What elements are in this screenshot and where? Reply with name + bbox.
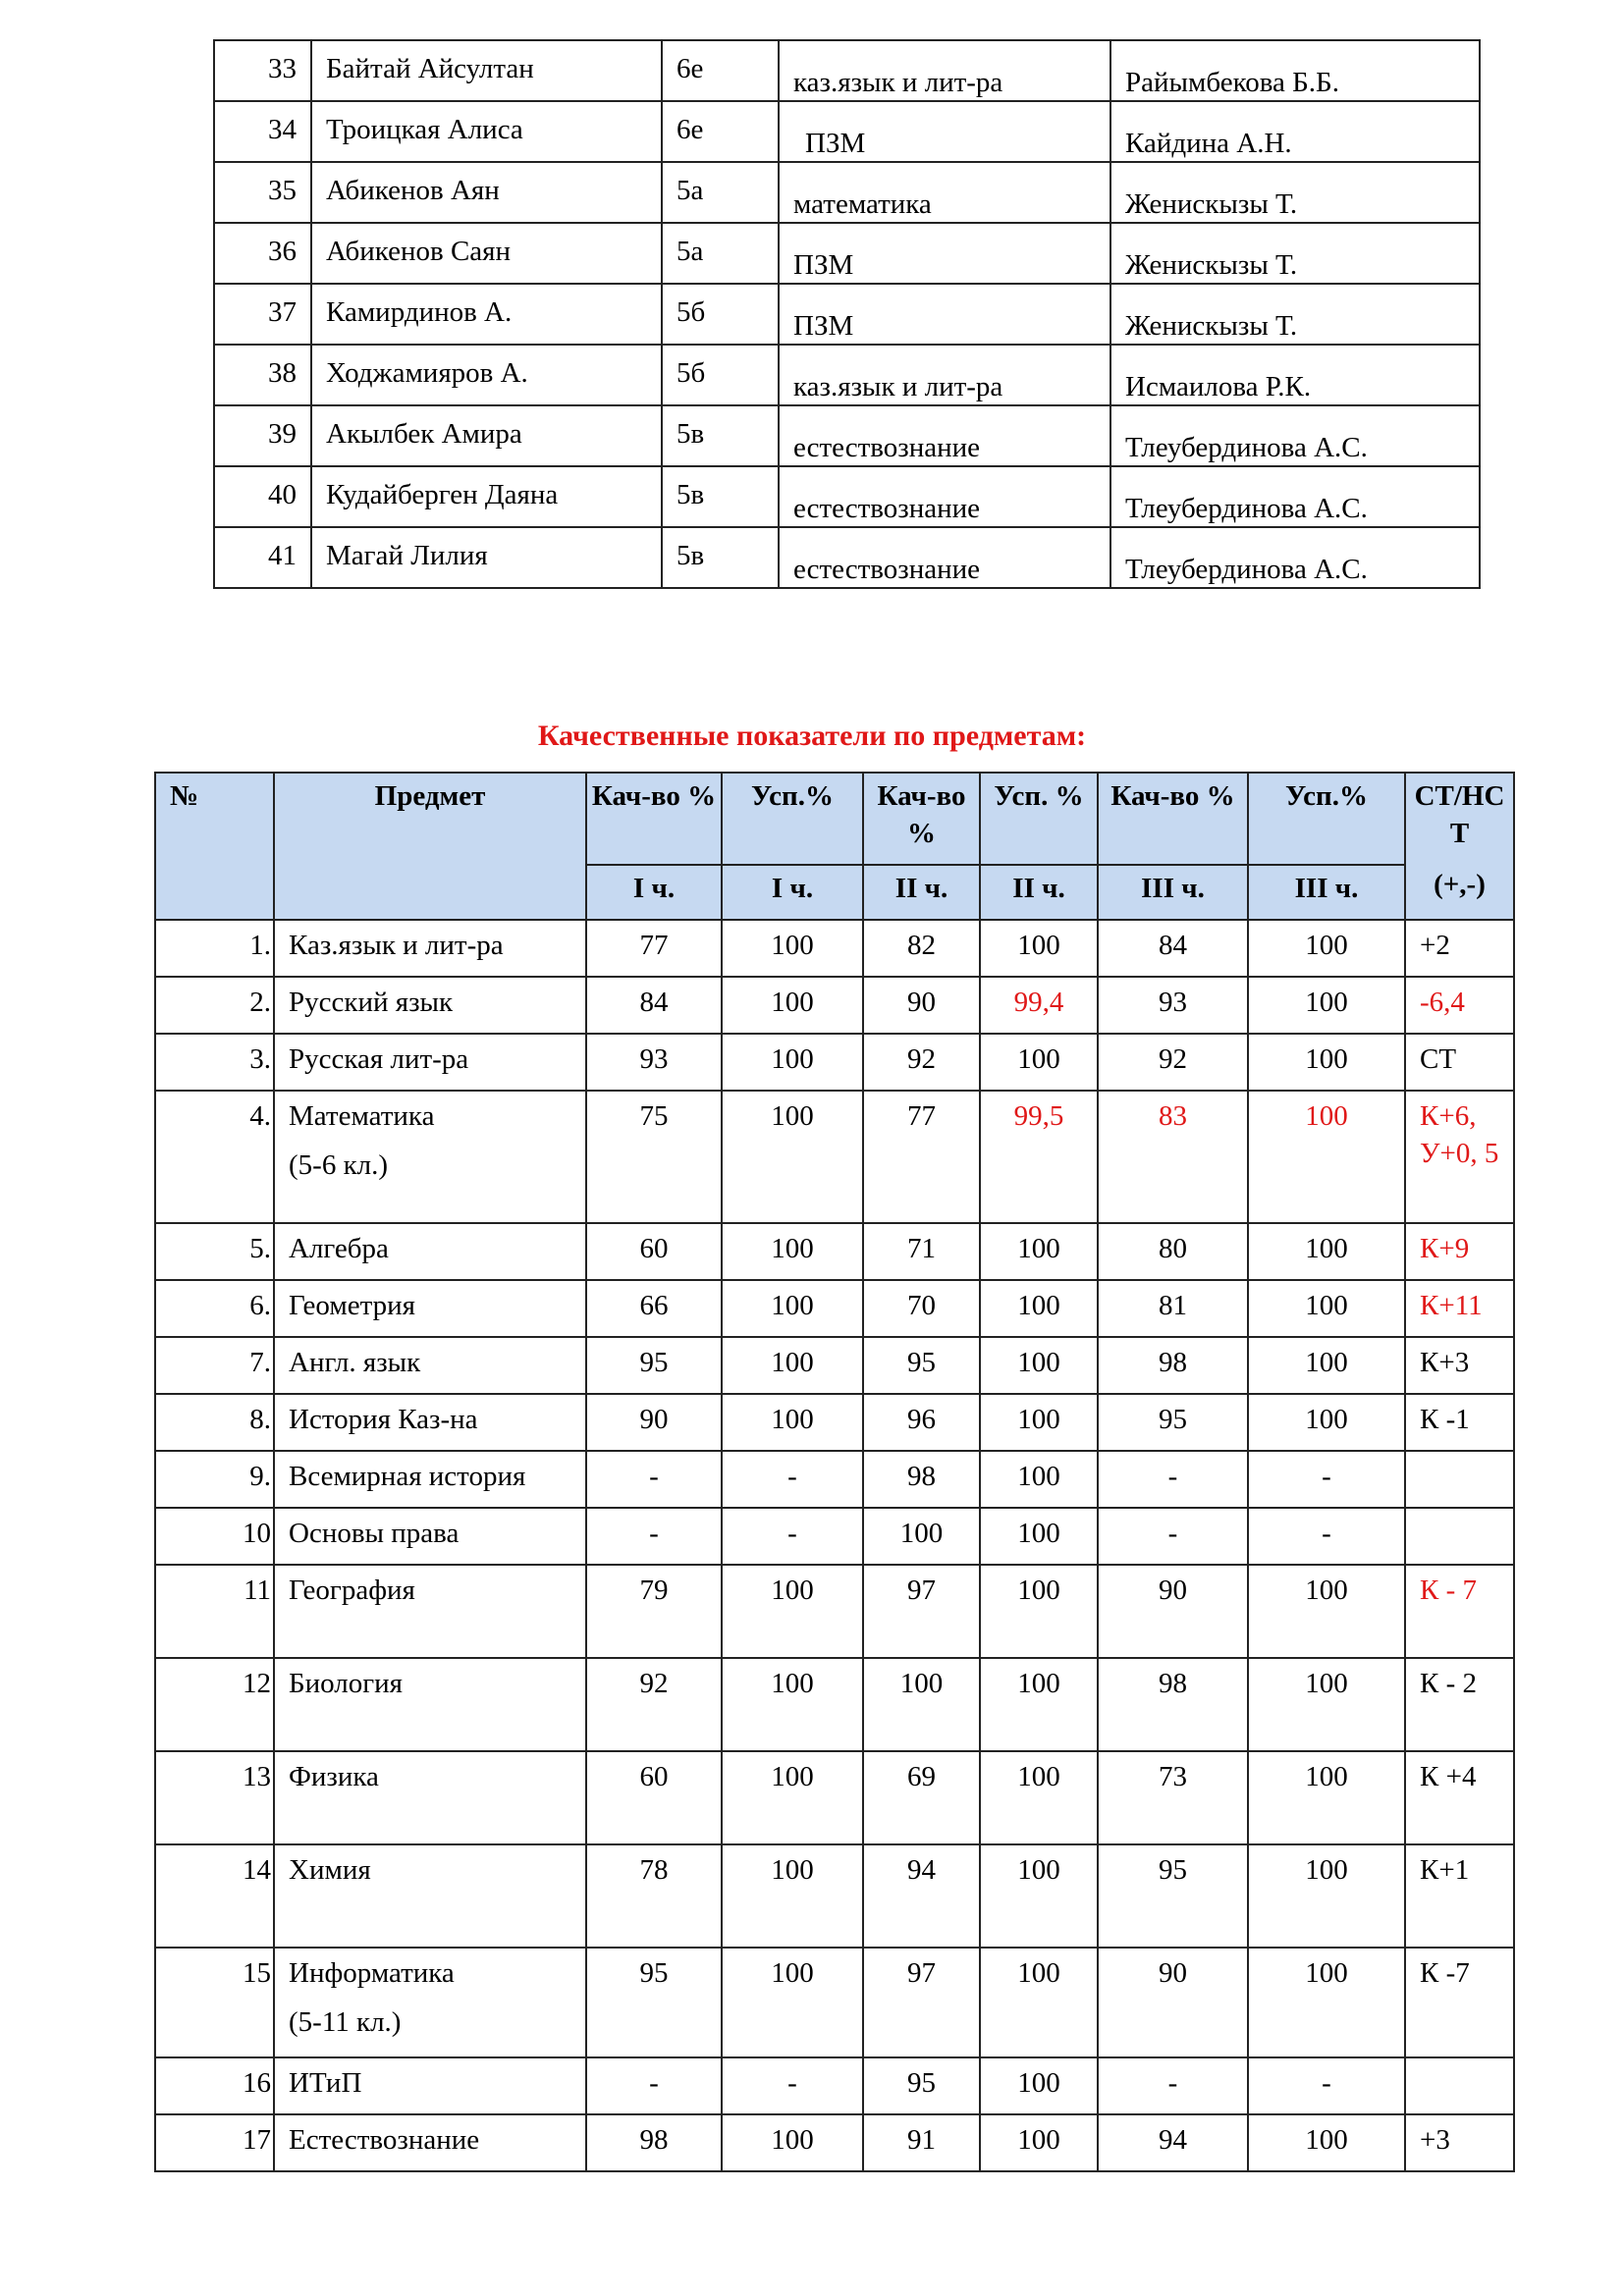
delta-value: К -1 — [1405, 1394, 1514, 1451]
success-term-3: 100 — [1248, 1394, 1405, 1451]
student-row — [214, 527, 1480, 588]
success-term-1: - — [722, 2057, 863, 2114]
student-subject: ПЗМ — [779, 223, 1110, 284]
success-term-1: 100 — [722, 2114, 863, 2171]
subject-row — [155, 1658, 1514, 1751]
quality-term-1: - — [586, 1451, 722, 1508]
row-number: 10 — [155, 1508, 274, 1565]
delta-value: К+6, У+0, 5 — [1405, 1091, 1514, 1223]
header-term: II ч. — [863, 865, 980, 920]
success-term-3: - — [1248, 1451, 1405, 1508]
success-term-1: 100 — [722, 1844, 863, 1948]
row-number: 15 — [155, 1948, 274, 2057]
subject-row — [155, 1451, 1514, 1508]
student-num: 40 — [214, 466, 311, 527]
student-subject: математика — [779, 162, 1110, 223]
quality-term-2: 77 — [863, 1091, 980, 1223]
quality-term-2: 69 — [863, 1751, 980, 1844]
header-quality-1: Кач-во % — [586, 773, 722, 865]
quality-term-3: 95 — [1098, 1844, 1248, 1948]
subject-row — [155, 920, 1514, 977]
success-term-3: 100 — [1248, 1223, 1405, 1280]
student-class: 5б — [662, 345, 779, 405]
success-term-1: 100 — [722, 1394, 863, 1451]
success-term-3: 100 — [1248, 1034, 1405, 1091]
success-term-1: 100 — [722, 1223, 863, 1280]
success-term-2: 100 — [980, 1394, 1098, 1451]
subject-label: Русский язык — [289, 987, 454, 1018]
subject-name — [274, 2114, 586, 2171]
success-term-1: 100 — [722, 1337, 863, 1394]
quality-term-2: 96 — [863, 1394, 980, 1451]
quality-term-3: 98 — [1098, 1658, 1248, 1751]
success-term-1: 100 — [722, 1280, 863, 1337]
success-term-1: 100 — [722, 1034, 863, 1091]
quality-term-3: 83 — [1098, 1091, 1248, 1223]
subject-sublabel: (5-11 кл.) — [289, 2006, 402, 2038]
student-subject: каз.язык и лит-ра — [779, 345, 1110, 405]
subject-label: ИТиП — [289, 2067, 362, 2099]
student-subject: естествознание — [779, 466, 1110, 527]
subject-label: Англ. язык — [289, 1347, 421, 1378]
subject-row — [155, 2114, 1514, 2171]
success-term-2: 100 — [980, 1565, 1098, 1658]
success-term-1: 100 — [722, 920, 863, 977]
row-number: 3. — [155, 1034, 274, 1091]
subject-label: Геометрия — [289, 1290, 415, 1321]
success-term-2: 100 — [980, 920, 1098, 977]
header-success-2: Усп. % — [980, 773, 1098, 865]
quality-term-2: 82 — [863, 920, 980, 977]
delta-value: СТ — [1405, 1034, 1514, 1091]
success-term-3: - — [1248, 2057, 1405, 2114]
quality-term-2: 95 — [863, 2057, 980, 2114]
student-name: Ходжамияров А. — [311, 345, 662, 405]
quality-term-2: 91 — [863, 2114, 980, 2171]
header-delta-sub: (+,-) — [1434, 869, 1486, 900]
subject-name — [274, 1337, 586, 1394]
delta-value: К+3 — [1405, 1337, 1514, 1394]
subject-row — [155, 1508, 1514, 1565]
student-name: Байтай Айсултан — [311, 40, 662, 101]
success-term-3: 100 — [1248, 1948, 1405, 2057]
subject-name — [274, 1280, 586, 1337]
delta-value: К - 7 — [1405, 1565, 1514, 1658]
header-term: I ч. — [586, 865, 722, 920]
subject-label: Биология — [289, 1668, 404, 1699]
subject-name — [274, 2057, 586, 2114]
quality-term-1: 77 — [586, 920, 722, 977]
quality-term-3: 94 — [1098, 2114, 1248, 2171]
success-term-1: 100 — [722, 1948, 863, 2057]
quality-term-2: 71 — [863, 1223, 980, 1280]
student-teacher: Кайдина А.Н. — [1110, 101, 1480, 162]
student-class: 5б — [662, 284, 779, 345]
success-term-3: 100 — [1248, 2114, 1405, 2171]
student-num: 38 — [214, 345, 311, 405]
subject-name — [274, 1508, 586, 1565]
student-row — [214, 101, 1480, 162]
student-num: 36 — [214, 223, 311, 284]
quality-term-3: 98 — [1098, 1337, 1248, 1394]
subject-label: Основы права — [289, 1518, 460, 1549]
success-term-3: 100 — [1248, 1280, 1405, 1337]
subject-name — [274, 1844, 586, 1948]
quality-term-1: 75 — [586, 1091, 722, 1223]
quality-term-1: - — [586, 2057, 722, 2114]
quality-term-3: 95 — [1098, 1394, 1248, 1451]
quality-term-1: 90 — [586, 1394, 722, 1451]
student-teacher: Тлеубердинова А.С. — [1110, 466, 1480, 527]
student-teacher: Женискызы Т. — [1110, 223, 1480, 284]
subject-row — [155, 2057, 1514, 2114]
row-number: 4. — [155, 1091, 274, 1223]
subject-row — [155, 1948, 1514, 2057]
student-subject: каз.язык и лит-ра — [779, 40, 1110, 101]
subject-row — [155, 1844, 1514, 1948]
quality-term-1: 95 — [586, 1337, 722, 1394]
success-term-1: - — [722, 1451, 863, 1508]
student-class: 5в — [662, 527, 779, 588]
header-term: III ч. — [1098, 865, 1248, 920]
header-quality-3: Кач-во % — [1098, 773, 1248, 865]
quality-term-2: 90 — [863, 977, 980, 1034]
subject-label: Естествознание — [289, 2124, 480, 2156]
header-success-3: Усп.% — [1248, 773, 1405, 865]
subject-label: Физика — [289, 1761, 379, 1792]
success-term-1: 100 — [722, 977, 863, 1034]
subject-row — [155, 1565, 1514, 1658]
subject-row — [155, 1280, 1514, 1337]
delta-value: +2 — [1405, 920, 1514, 977]
success-term-3: 100 — [1248, 977, 1405, 1034]
subject-name — [274, 1223, 586, 1280]
subject-row — [155, 1091, 1514, 1223]
delta-value: К - 2 — [1405, 1658, 1514, 1751]
quality-term-2: 100 — [863, 1658, 980, 1751]
header-num: № — [155, 773, 274, 920]
success-term-3: 100 — [1248, 920, 1405, 977]
quality-term-2: 92 — [863, 1034, 980, 1091]
success-term-1: 100 — [722, 1751, 863, 1844]
subject-name — [274, 1451, 586, 1508]
student-subject: ПЗМ — [779, 284, 1110, 345]
student-class: 5а — [662, 162, 779, 223]
student-teacher: Тлеубердинова А.С. — [1110, 405, 1480, 466]
subject-row — [155, 977, 1514, 1034]
row-number: 7. — [155, 1337, 274, 1394]
quality-term-3: 92 — [1098, 1034, 1248, 1091]
quality-term-1: 60 — [586, 1223, 722, 1280]
student-name: Камирдинов А. — [311, 284, 662, 345]
student-row — [214, 40, 1480, 101]
success-term-2: 100 — [980, 2057, 1098, 2114]
quality-term-3: - — [1098, 2057, 1248, 2114]
student-row — [214, 345, 1480, 405]
success-term-2: 100 — [980, 1508, 1098, 1565]
student-num: 34 — [214, 101, 311, 162]
success-term-3: - — [1248, 1508, 1405, 1565]
quality-term-3: - — [1098, 1508, 1248, 1565]
success-term-2: 100 — [980, 1948, 1098, 2057]
quality-term-2: 97 — [863, 1565, 980, 1658]
header-delta — [1405, 773, 1514, 920]
subject-label: История Каз-на — [289, 1404, 478, 1435]
header-success-1: Усп.% — [722, 773, 863, 865]
student-subject: ПЗМ — [779, 101, 1110, 162]
student-row — [214, 405, 1480, 466]
header-delta-label: СТ/НСТ — [1414, 780, 1505, 849]
header-subject: Предмет — [274, 773, 586, 920]
quality-term-1: 84 — [586, 977, 722, 1034]
subject-sublabel: (5-6 кл.) — [289, 1149, 389, 1181]
success-term-3: 100 — [1248, 1091, 1405, 1223]
success-term-2: 100 — [980, 1034, 1098, 1091]
student-teacher: Женискызы Т. — [1110, 162, 1480, 223]
delta-value: К+11 — [1405, 1280, 1514, 1337]
row-number: 9. — [155, 1451, 274, 1508]
quality-term-1: 66 — [586, 1280, 722, 1337]
success-term-1: 100 — [722, 1658, 863, 1751]
subject-label: Информатика — [289, 1957, 455, 1989]
quality-term-1: 60 — [586, 1751, 722, 1844]
quality-term-3: 90 — [1098, 1565, 1248, 1658]
row-number: 2. — [155, 977, 274, 1034]
student-class: 5в — [662, 466, 779, 527]
success-term-2: 100 — [980, 1337, 1098, 1394]
quality-term-3: 81 — [1098, 1280, 1248, 1337]
subject-row — [155, 1223, 1514, 1280]
quality-term-3: - — [1098, 1451, 1248, 1508]
delta-value — [1405, 2057, 1514, 2114]
quality-term-1: 98 — [586, 2114, 722, 2171]
student-row — [214, 284, 1480, 345]
students-table — [213, 39, 1481, 589]
row-number: 6. — [155, 1280, 274, 1337]
row-number: 11 — [155, 1565, 274, 1658]
subject-name — [274, 1091, 586, 1223]
quality-term-2: 97 — [863, 1948, 980, 2057]
student-class: 5а — [662, 223, 779, 284]
header-row — [155, 773, 1514, 865]
student-name: Кудайберген Даяна — [311, 466, 662, 527]
row-number: 14 — [155, 1844, 274, 1948]
success-term-2: 100 — [980, 1751, 1098, 1844]
subject-name — [274, 1658, 586, 1751]
delta-value: -6,4 — [1405, 977, 1514, 1034]
student-name: Абикенов Саян — [311, 223, 662, 284]
delta-value: К+9 — [1405, 1223, 1514, 1280]
quality-term-1: 95 — [586, 1948, 722, 2057]
delta-value — [1405, 1451, 1514, 1508]
student-name: Абикенов Аян — [311, 162, 662, 223]
student-class: 5в — [662, 405, 779, 466]
row-number: 13 — [155, 1751, 274, 1844]
student-teacher: Женискызы Т. — [1110, 284, 1480, 345]
quality-term-3: 93 — [1098, 977, 1248, 1034]
success-term-2: 99,4 — [980, 977, 1098, 1034]
success-term-2: 100 — [980, 1451, 1098, 1508]
row-number: 17 — [155, 2114, 274, 2171]
subject-name — [274, 920, 586, 977]
student-num: 39 — [214, 405, 311, 466]
subject-label: Русская лит-ра — [289, 1043, 469, 1075]
header-term: I ч. — [722, 865, 863, 920]
success-term-2: 100 — [980, 2114, 1098, 2171]
delta-value: +3 — [1405, 2114, 1514, 2171]
quality-term-1: 79 — [586, 1565, 722, 1658]
student-subject: естествознание — [779, 405, 1110, 466]
student-name: Магай Лилия — [311, 527, 662, 588]
quality-term-2: 94 — [863, 1844, 980, 1948]
quality-term-1: 92 — [586, 1658, 722, 1751]
quality-term-3: 84 — [1098, 920, 1248, 977]
quality-term-2: 98 — [863, 1451, 980, 1508]
success-term-3: 100 — [1248, 1565, 1405, 1658]
quality-term-1: 93 — [586, 1034, 722, 1091]
delta-value: К+1 — [1405, 1844, 1514, 1948]
quality-term-2: 95 — [863, 1337, 980, 1394]
student-class: 6е — [662, 40, 779, 101]
success-term-2: 99,5 — [980, 1091, 1098, 1223]
subject-label: Математика — [289, 1100, 435, 1132]
student-teacher: Тлеубердинова А.С. — [1110, 527, 1480, 588]
quality-table-body — [155, 920, 1514, 2171]
delta-value: К -7 — [1405, 1948, 1514, 2057]
subject-name — [274, 1948, 586, 2057]
student-teacher: Исмаилова Р.К. — [1110, 345, 1480, 405]
student-teacher: Райымбекова Б.Б. — [1110, 40, 1480, 101]
student-row — [214, 466, 1480, 527]
delta-value — [1405, 1508, 1514, 1565]
student-num: 35 — [214, 162, 311, 223]
quality-term-2: 70 — [863, 1280, 980, 1337]
header-term: II ч. — [980, 865, 1098, 920]
student-num: 41 — [214, 527, 311, 588]
quality-term-3: 80 — [1098, 1223, 1248, 1280]
row-number: 1. — [155, 920, 274, 977]
success-term-2: 100 — [980, 1658, 1098, 1751]
subject-name — [274, 977, 586, 1034]
student-num: 37 — [214, 284, 311, 345]
quality-table — [154, 772, 1515, 2172]
success-term-2: 100 — [980, 1280, 1098, 1337]
success-term-1: - — [722, 1508, 863, 1565]
delta-value: К +4 — [1405, 1751, 1514, 1844]
success-term-2: 100 — [980, 1844, 1098, 1948]
subject-name — [274, 1034, 586, 1091]
subject-label: География — [289, 1575, 415, 1606]
quality-term-1: 78 — [586, 1844, 722, 1948]
student-num: 33 — [214, 40, 311, 101]
student-class: 6е — [662, 101, 779, 162]
student-name: Троицкая Алиса — [311, 101, 662, 162]
quality-term-3: 73 — [1098, 1751, 1248, 1844]
success-term-3: 100 — [1248, 1337, 1405, 1394]
header-quality-2: Кач-во % — [863, 773, 980, 865]
subject-label: Всемирная история — [289, 1461, 526, 1492]
success-term-3: 100 — [1248, 1658, 1405, 1751]
subject-name — [274, 1394, 586, 1451]
success-term-1: 100 — [722, 1565, 863, 1658]
subject-name — [274, 1751, 586, 1844]
student-row — [214, 162, 1480, 223]
success-term-3: 100 — [1248, 1751, 1405, 1844]
subject-row — [155, 1751, 1514, 1844]
row-number: 12 — [155, 1658, 274, 1751]
student-subject: естествознание — [779, 527, 1110, 588]
subject-row — [155, 1394, 1514, 1451]
subject-label: Каз.язык и лит-ра — [289, 930, 504, 961]
section-title: Качественные показатели по предметам: — [537, 720, 1087, 752]
subject-row — [155, 1034, 1514, 1091]
row-number: 8. — [155, 1394, 274, 1451]
subject-name — [274, 1565, 586, 1658]
subject-label: Химия — [289, 1854, 371, 1886]
row-number: 5. — [155, 1223, 274, 1280]
quality-term-3: 90 — [1098, 1948, 1248, 2057]
subject-label: Алгебра — [289, 1233, 389, 1264]
quality-term-2: 100 — [863, 1508, 980, 1565]
success-term-3: 100 — [1248, 1844, 1405, 1948]
student-row — [214, 223, 1480, 284]
quality-term-1: - — [586, 1508, 722, 1565]
header-term: III ч. — [1248, 865, 1405, 920]
success-term-1: 100 — [722, 1091, 863, 1223]
success-term-2: 100 — [980, 1223, 1098, 1280]
student-name: Акылбек Амира — [311, 405, 662, 466]
subject-row — [155, 1337, 1514, 1394]
row-number: 16 — [155, 2057, 274, 2114]
